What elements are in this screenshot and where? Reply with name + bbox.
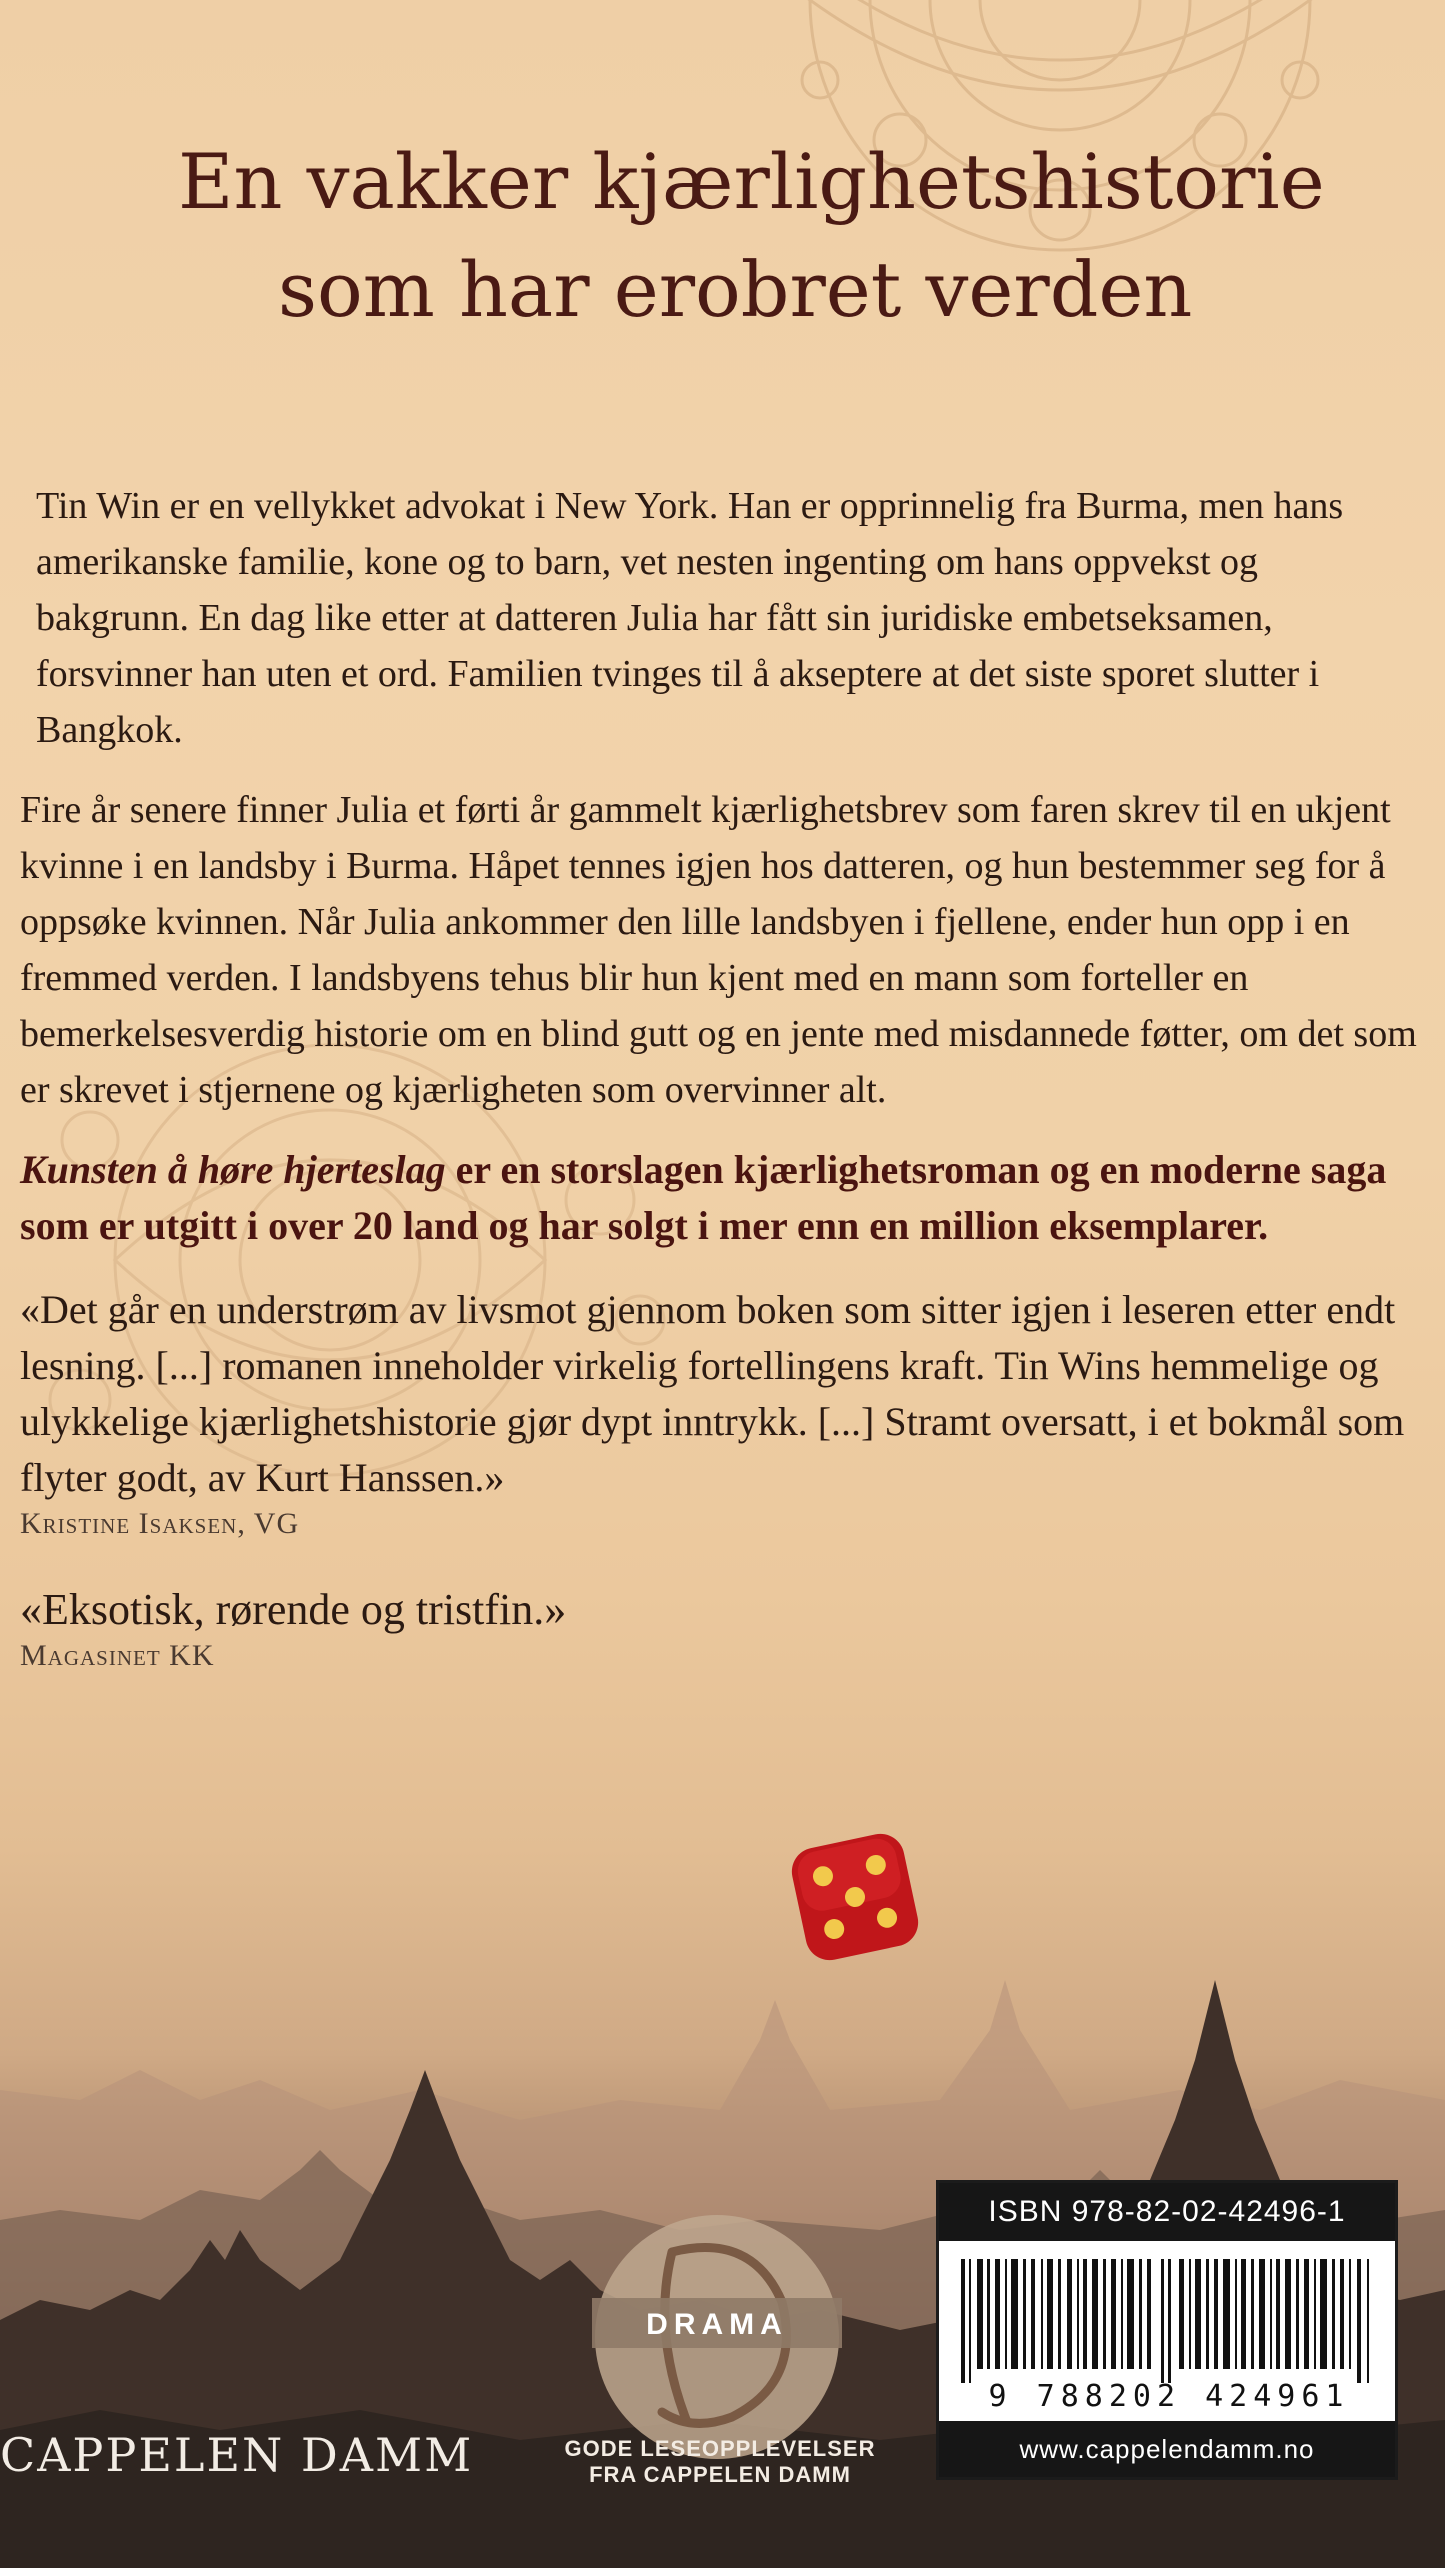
headline-line-1: En vakker kjærlighetshistorie xyxy=(178,137,1325,226)
drama-tagline-line-2: FRA CAPPELEN DAMM xyxy=(589,2462,851,2487)
publisher-website: www.cappelendamm.no xyxy=(939,2421,1395,2477)
drama-tagline-line-1: GODE LESEOPPLEVELSER xyxy=(564,2436,876,2461)
book-title: Kunsten å høre hjerteslag xyxy=(20,1147,446,1192)
barcode xyxy=(961,2259,1379,2383)
review-attribution: Kristine Isaksen, VG xyxy=(20,1507,300,1540)
headline xyxy=(110,128,1330,344)
publisher-logo: CAPPELEN DAMM xyxy=(0,2428,474,2482)
blurb-text: er en storslagen kjærlighetsroman og en moderne saga som er utgitt i over 20 land og har solgt i mer enn en million eksemplarer. xyxy=(20,1147,1387,1248)
isbn-number: ISBN 978-82-02-42496-1 xyxy=(939,2183,1395,2241)
synopsis-paragraph-2: Fire år senere finner Julia et førti år gammelt kjærlighetsbrev som faren skrev til en ukjent kvinne i en landsby i Burma. Håpet tennes igjen hos datteren, og hun bestemmer seg for å oppsøke kvinnen. Når Julia ankommer den lille landsbyen i fjellene, ender hun opp i en fremmed verden. I landsbyens tehus blir hun kjent med en mann som forteller en bemerkelsesverdig historie om en blind gutt og en jente med misdannede føtter, om det som er skrevet i stjernene og kjærligheten som overvinner alt. xyxy=(20,789,1417,1111)
book-blurb xyxy=(20,1142,1420,1254)
headline-line-2: som har erobret verden xyxy=(278,245,1193,334)
drama-tagline xyxy=(510,2436,930,2488)
isbn-barcode-label xyxy=(936,2180,1398,2480)
short-review-quote: «Eksotisk, rørende og tristfin.» xyxy=(20,1585,567,1634)
barcode-digits: 9 788202 424961 xyxy=(988,2379,1350,2414)
synopsis-paragraph-1: Tin Win er en vellykket advokat i New York. Han er opprinnelig fra Burma, men hans amerikanske familie, kone og to barn, vet nesten ingenting om hans oppvekst og bakgrunn. En dag like etter at datteren Julia har fått sin juridiske embetseksamen, forsvinner han uten et ord. Familien tvinges til å akseptere at det siste sporet slutter i Bangkok. xyxy=(36,485,1344,751)
short-review-attribution: Magasinet KK xyxy=(20,1639,215,1672)
drama-label: DRAMA xyxy=(646,2308,788,2341)
dice-rating-icon xyxy=(780,1822,930,1972)
back-cover-text xyxy=(20,478,1420,1674)
review-quote: «Det går en understrøm av livsmot gjennom boken som sitter igjen i leseren etter endt lesning. [...] romanen inneholder virkelig fortellingens kraft. Tin Wins hemmelige og ulykkelige kjærlighetshistorie gjør dypt inntrykk. [...] Stramt oversatt, i et bokmål som flyter godt, av Kurt Hanssen.» xyxy=(20,1287,1405,1500)
